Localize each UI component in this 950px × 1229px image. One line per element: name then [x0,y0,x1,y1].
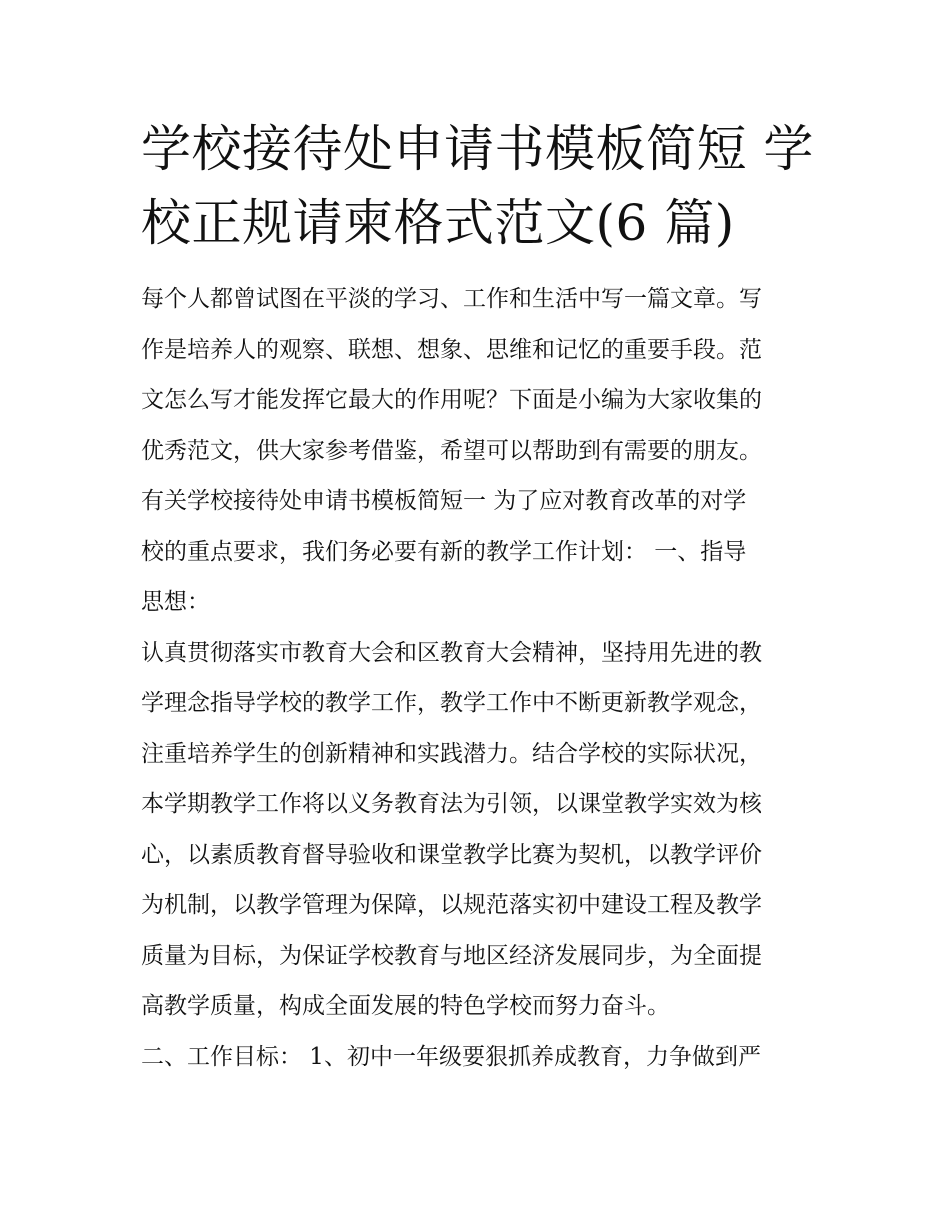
text-line: 高教学质量，构成全面发展的特色学校而努力奋斗。 [141,993,670,1019]
text-line: 学理念指导学校的教学工作，教学工作中不断更新教学观念， [141,690,762,716]
document-body [141,274,813,1082]
text-line: 作是培养人的观察、联想、想象、思维和记忆的重要手段。范 [141,336,762,363]
title-line: 校正规请柬格式范文(6 篇) [141,194,735,252]
work-goals-paragraph [141,1032,813,1083]
text-line: 心，以素质教育督导验收和课堂教学比赛为契机，以教学评价 [141,841,762,868]
document-title [141,112,813,260]
document-page [141,112,813,1082]
text-line: 校的重点要求，我们务必要有新的教学工作计划： 一、指导 [141,538,747,565]
text-line: 优秀范文，供大家参考借鉴，希望可以帮助到有需要的朋友。 [141,437,762,464]
text-line: 思想： [141,589,210,615]
text-line: 文怎么写才能发挥它最大的作用呢？下面是小编为大家收集的 [141,387,762,413]
text-line: 注重培养学生的创新精神和实践潜力。结合学校的实际状况， [141,740,762,767]
text-line: 每个人都曾试图在平淡的学习、工作和生活中写一篇文章。写 [141,286,762,312]
title-line: 学校接待处申请书模板简短 学 [141,120,814,178]
guiding-thought-paragraph [141,628,813,1032]
text-line: 认真贯彻落实市教育大会和区教育大会精神，坚持用先进的教 [141,639,762,666]
intro-paragraph [141,274,813,628]
text-line: 质量为目标，为保证学校教育与地区经济发展同步，为全面提 [141,942,762,969]
text-line: 为机制，以教学管理为保障，以规范落实初中建设工程及教学 [141,892,762,918]
text-line: 二、工作目标： 1、初中一年级要狠抓养成教育，力争做到严 [141,1043,761,1070]
text-line: 有关学校接待处申请书模板简短一 为了应对教育改革的对学 [141,488,747,514]
text-line: 本学期教学工作将以义务教育法为引领，以课堂教学实效为核 [141,791,762,817]
